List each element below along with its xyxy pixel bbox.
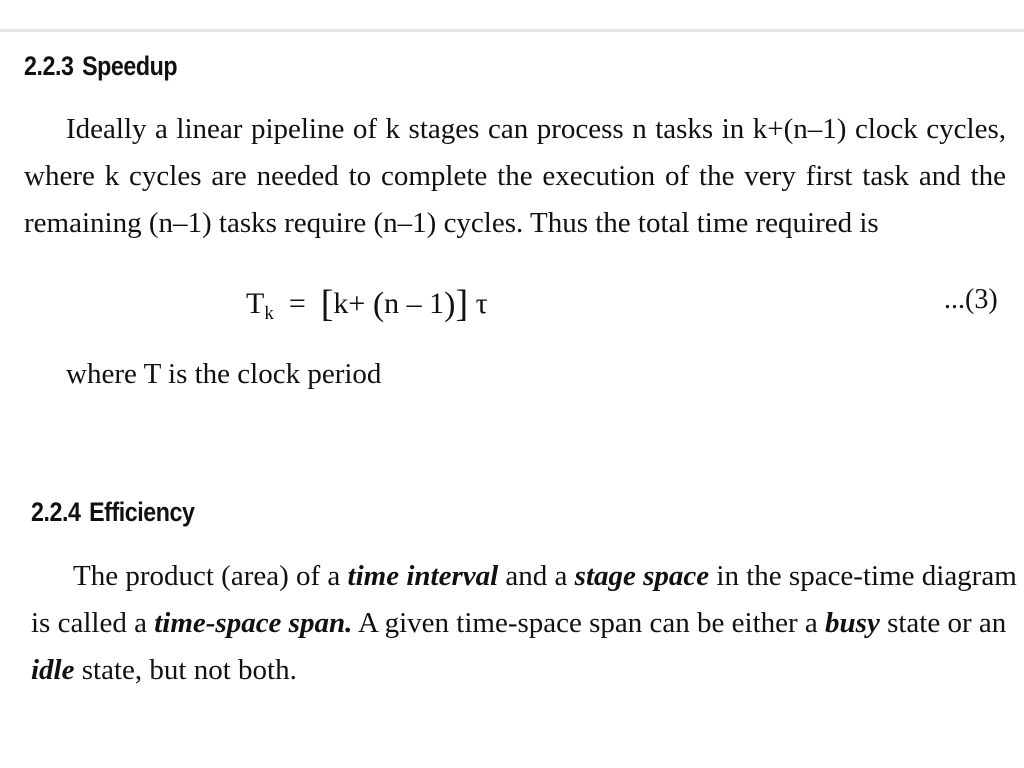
- paragraph-line: The product (area) of a time interval and a stage space in the space-time diagram: [73, 560, 1017, 592]
- equation-paren-close: ): [444, 286, 456, 323]
- speedup-equation: [246, 282, 488, 326]
- term-idle: idle: [31, 654, 75, 686]
- paragraph-line: is called a time-space span. A given time-space span can be either a busy state or an: [31, 607, 1007, 639]
- equation-paren-open: (: [372, 286, 385, 323]
- term-time-interval: time interval: [347, 560, 499, 592]
- equation-k-term: k+: [333, 287, 366, 320]
- where-clause: where T is the clock period: [66, 358, 382, 390]
- section-number: 2.2.3: [24, 51, 74, 81]
- paragraph-line: Ideally a linear pipeline of k stages can process n tasks in k+(n–1) clock cycles,: [66, 113, 1006, 145]
- paragraph-line: idle state, but not both.: [31, 654, 297, 686]
- section-title: Efficiency: [89, 497, 195, 527]
- equation-number: ...(3): [944, 284, 998, 315]
- equation-bracket-open: [: [320, 283, 334, 325]
- term-time-space-span: time-space span.: [154, 607, 353, 639]
- top-divider: [0, 29, 1024, 32]
- equation-lhs: $T_k$: [246, 287, 274, 324]
- term-stage-space: stage space: [574, 560, 710, 592]
- section-heading-efficiency: [31, 497, 195, 528]
- efficiency-paragraph: [31, 553, 1017, 694]
- section-number: 2.2.4: [31, 497, 81, 527]
- equation-inner: n – 1: [384, 287, 445, 320]
- section-heading-speedup: [24, 51, 177, 82]
- equation-equals: =: [288, 287, 306, 320]
- equation-bracket-close: ]: [455, 283, 469, 325]
- section-title: Speedup: [82, 51, 178, 81]
- paragraph-line: where k cycles are needed to complete the execution of the very first task and the: [24, 160, 1006, 192]
- speedup-paragraph: [24, 106, 1006, 247]
- equation-factor: τ: [475, 287, 488, 320]
- paragraph-line: remaining (n–1) tasks require (n–1) cycles. Thus the total time required is: [24, 207, 879, 239]
- term-busy: busy: [825, 607, 880, 639]
